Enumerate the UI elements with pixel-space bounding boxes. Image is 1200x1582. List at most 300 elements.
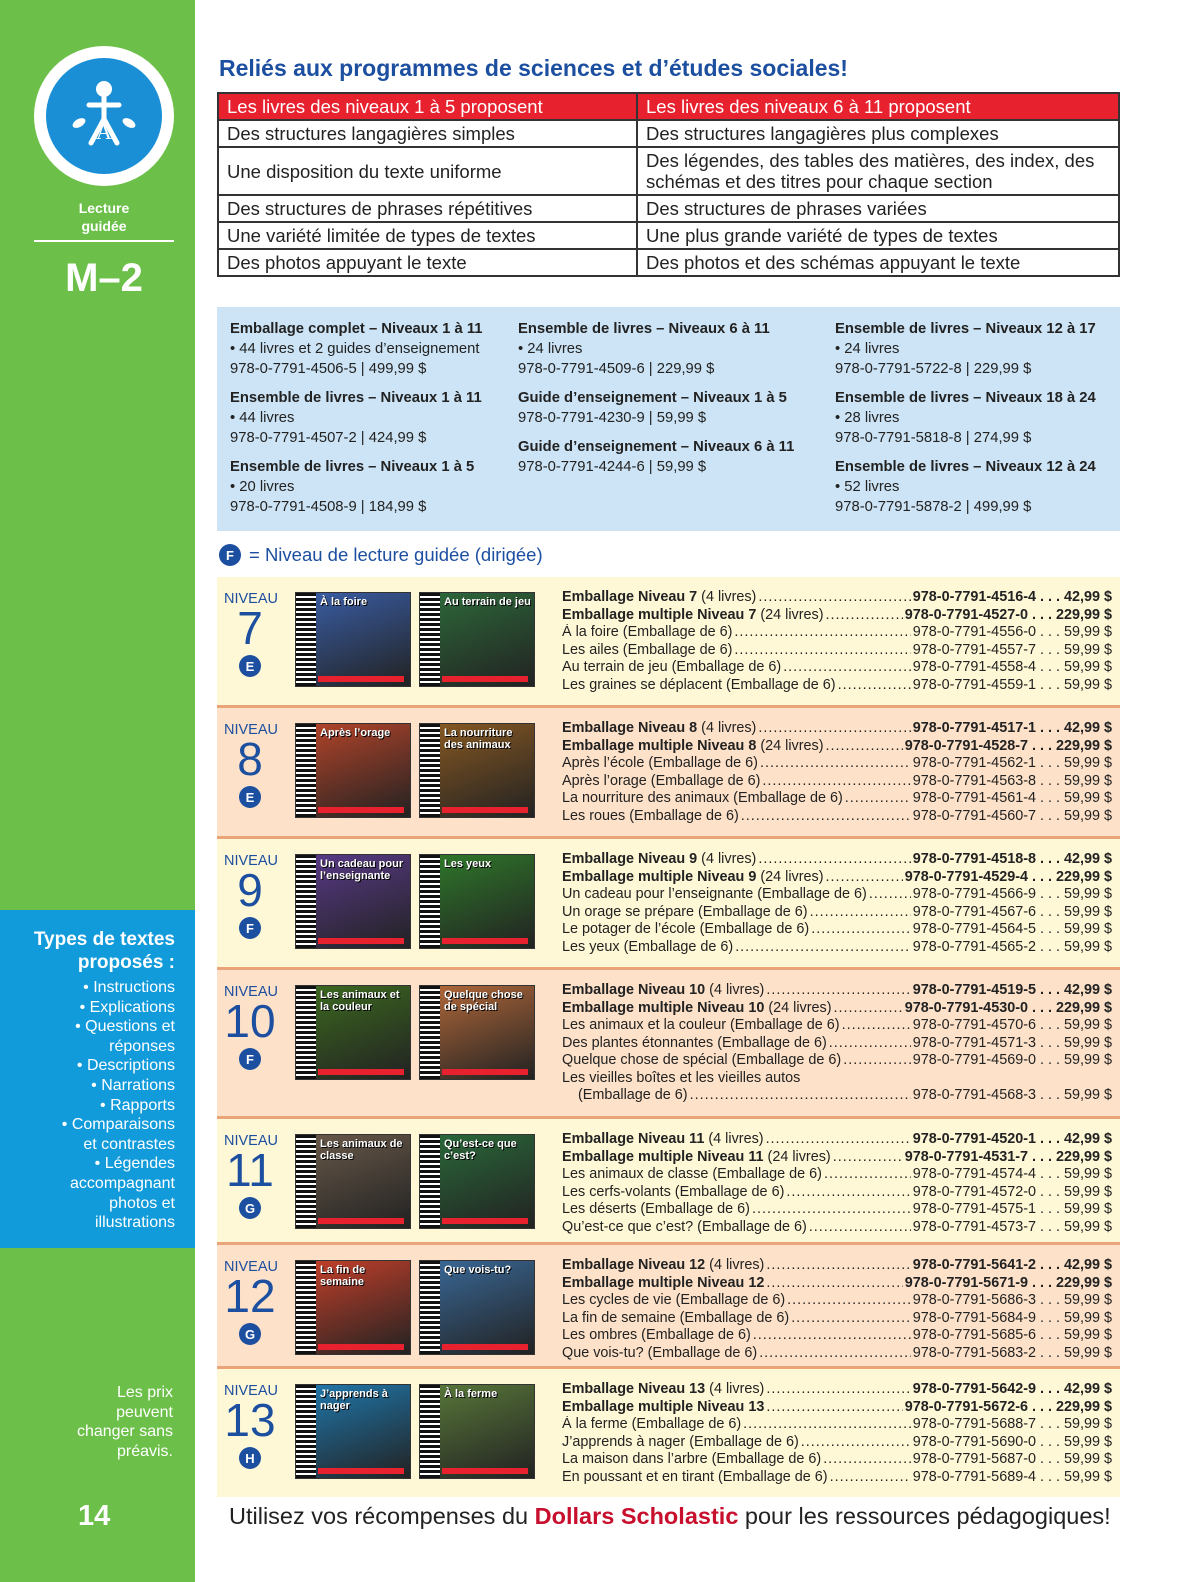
order-item-code: 978-0-7791-5722-8 | 229,99 $ — [835, 361, 1032, 377]
product-row — [562, 1184, 1112, 1202]
product-isbn-price: 978-0-7791-4571-3 . . . 59,99 $ — [912, 1034, 1112, 1051]
product-row — [562, 851, 1112, 869]
level-label: NIVEAU — [224, 984, 278, 1000]
product-row — [562, 1035, 1112, 1053]
book-spine — [296, 986, 316, 1079]
product-row — [562, 677, 1112, 695]
product-name: Les animaux de classe (Emballage de 6) — [562, 1166, 822, 1182]
product-name: Emballage multiple Niveau 13 — [562, 1398, 765, 1415]
reading-level-badge: G — [239, 1197, 261, 1219]
product-name: Emballage Niveau 10 (4 livres) — [562, 982, 765, 998]
leader-dots — [845, 790, 911, 808]
level-label: NIVEAU — [224, 853, 278, 869]
book-cover-title: Les animaux et la couleur — [320, 989, 400, 1013]
product-isbn-price: 978-0-7791-4575-1 . . . 59,99 $ — [912, 1201, 1112, 1217]
product-isbn-price: 978-0-7791-4563-8 . . . 59,99 $ — [912, 772, 1112, 789]
text-type-item: • Narrations — [91, 1076, 175, 1094]
product-isbn-price: 978-0-7791-4519-5 . . . 42,99 $ — [912, 982, 1112, 998]
leader-dots — [869, 886, 911, 904]
order-item — [518, 388, 823, 428]
text-type-item: illustrations — [94, 1214, 175, 1232]
leader-dots — [783, 659, 911, 677]
table-row — [218, 120, 1119, 147]
leader-dots — [833, 1149, 903, 1167]
leader-dots — [766, 1399, 902, 1417]
product-isbn-price: 978-0-7791-5672-6 . . . 229,99 $ — [904, 1398, 1112, 1415]
text-type-item: • Comparaisons — [61, 1116, 175, 1134]
footer-text: Utilisez vos récompenses du — [229, 1503, 535, 1529]
product-row — [562, 1257, 1112, 1275]
grade-code: M–2 — [65, 256, 143, 300]
order-item-code: 978-0-7791-4244-6 | 59,99 $ — [518, 459, 707, 475]
reading-level-badge: F — [239, 1048, 261, 1070]
product-list — [562, 1381, 1112, 1486]
book-cover-title: J’apprends à nager — [320, 1388, 388, 1412]
publisher-bar — [442, 1468, 528, 1474]
text-types-box — [0, 910, 195, 1248]
order-item-code: 978-0-7791-4230-9 | 59,99 $ — [518, 410, 707, 426]
product-list — [562, 1131, 1112, 1236]
leader-dots — [787, 1292, 911, 1310]
reading-level-badge: F — [239, 917, 261, 939]
order-item-code: 978-0-7791-4508-9 | 184,99 $ — [230, 499, 427, 515]
product-isbn-price: 978-0-7791-5671-9 . . . 229,99 $ — [904, 1274, 1112, 1291]
book-spine — [420, 986, 440, 1079]
table-row — [218, 222, 1119, 249]
leader-dots — [834, 1000, 903, 1018]
level-label: NIVEAU — [224, 591, 278, 607]
product-isbn-price: 978-0-7791-4558-4 . . . 59,99 $ — [912, 659, 1112, 675]
book-spine — [296, 724, 316, 817]
level-number: 7 — [237, 602, 263, 654]
product-name: Emballage Niveau 9 (4 livres) — [562, 851, 757, 867]
product-isbn-price: 978-0-7791-4518-8 . . . 42,99 $ — [912, 851, 1112, 867]
reading-level-legend — [219, 544, 543, 566]
publisher-bar — [318, 1344, 404, 1350]
product-row — [562, 1017, 1112, 1035]
level-section — [217, 577, 1120, 705]
publisher-bar — [318, 807, 404, 813]
order-item-code: 978-0-7791-5818-8 | 274,99 $ — [835, 430, 1032, 446]
product-isbn-price: 978-0-7791-4527-0 . . . 229,99 $ — [904, 606, 1112, 623]
order-item — [835, 457, 1115, 517]
leader-dots — [786, 1184, 910, 1202]
product-name: (Emballage de 6) — [578, 1087, 688, 1103]
product-name: Emballage multiple Niveau 12 — [562, 1274, 765, 1291]
order-item-title: Emballage complet – Niveaux 1 à 11 — [230, 321, 483, 337]
product-isbn-price: 978-0-7791-5684-9 . . . 59,99 $ — [912, 1309, 1112, 1326]
level-label: NIVEAU — [224, 1133, 278, 1149]
order-item-title: Ensemble de livres – Niveaux 6 à 11 — [518, 321, 770, 337]
order-item-code: 978-0-7791-4506-5 | 499,99 $ — [230, 361, 427, 377]
page-heading: Reliés aux programmes de sciences et d’études sociales! — [219, 55, 848, 81]
reading-level-badge: H — [239, 1447, 261, 1469]
product-row — [562, 869, 1112, 887]
order-item — [230, 388, 510, 448]
product-name: Emballage Niveau 8 (4 livres) — [562, 720, 757, 736]
page-number: 14 — [78, 1500, 111, 1532]
book-spine — [420, 1261, 440, 1354]
level-label: NIVEAU — [224, 1383, 278, 1399]
product-row — [562, 1310, 1112, 1328]
product-isbn-price: 978-0-7791-4562-1 . . . 59,99 $ — [912, 755, 1112, 771]
table-cell: Une plus grande variété de types de textes — [637, 222, 1119, 249]
product-isbn-price: 978-0-7791-5687-0 . . . 59,99 $ — [912, 1451, 1112, 1467]
leader-dots — [809, 1219, 911, 1237]
table-cell: Des structures langagières plus complexes — [637, 120, 1119, 147]
product-list — [562, 720, 1112, 825]
book-cover — [295, 723, 411, 818]
book-spine — [296, 1135, 316, 1228]
leader-dots — [762, 773, 910, 791]
product-isbn-price: 978-0-7791-4569-0 . . . 59,99 $ — [912, 1052, 1112, 1068]
product-row — [562, 1052, 1112, 1070]
leader-dots — [766, 1275, 902, 1293]
product-isbn-price: 978-0-7791-5686-3 . . . 59,99 $ — [912, 1292, 1112, 1308]
footer-text: pour les ressources pédagogiques! — [738, 1503, 1111, 1529]
product-name: J’apprends à nager (Emballage de 6) — [562, 1433, 799, 1450]
product-isbn-price: 978-0-7791-4573-7 . . . 59,99 $ — [912, 1218, 1112, 1235]
order-column — [835, 319, 1115, 526]
product-row — [562, 1166, 1112, 1184]
level-number: 10 — [224, 995, 276, 1047]
text-type-item: accompagnant — [70, 1174, 175, 1192]
product-isbn-price: 978-0-7791-4566-9 . . . 59,99 $ — [912, 886, 1112, 902]
book-spine — [420, 855, 440, 948]
order-item-desc: • 24 livres — [835, 341, 900, 357]
product-isbn-price: 978-0-7791-4572-0 . . . 59,99 $ — [912, 1183, 1112, 1200]
table-cell: Des structures de phrases variées — [637, 195, 1119, 222]
text-type-item: et contrastes — [83, 1135, 175, 1153]
text-type-item: photos et — [109, 1194, 175, 1212]
publisher-bar — [318, 676, 404, 682]
leader-dots — [734, 624, 910, 642]
product-row — [562, 904, 1112, 922]
book-cover — [295, 1260, 411, 1355]
order-item-code: 978-0-7791-4507-2 | 424,99 $ — [230, 430, 427, 446]
level-section — [217, 1369, 1120, 1497]
product-list — [562, 851, 1112, 956]
product-name: Les ombres (Emballage de 6) — [562, 1327, 751, 1343]
level-number: 9 — [237, 864, 263, 916]
level-section — [217, 708, 1120, 836]
product-name: Emballage Niveau 7 (4 livres) — [562, 589, 757, 605]
leader-dots — [743, 1416, 911, 1434]
book-cover-title: Les yeux — [444, 858, 492, 870]
product-row — [562, 642, 1112, 660]
product-isbn-price: 978-0-7791-4531-7 . . . 229,99 $ — [904, 1148, 1112, 1165]
product-row — [562, 607, 1112, 625]
table-header-row — [218, 93, 1119, 120]
book-cover — [295, 1384, 411, 1479]
level-badge-icon: F — [219, 544, 241, 566]
product-isbn-price: 978-0-7791-4559-1 . . . 59,99 $ — [912, 676, 1112, 693]
product-row — [562, 624, 1112, 642]
product-row — [562, 720, 1112, 738]
publisher-bar — [442, 1218, 528, 1224]
product-row — [562, 1131, 1112, 1149]
product-name: Les ailes (Emballage de 6) — [562, 641, 733, 658]
leader-dots — [823, 1451, 911, 1469]
order-item-title: Guide d’enseignement – Niveaux 1 à 5 — [518, 390, 787, 406]
level-number: 11 — [226, 1144, 274, 1196]
leader-dots — [752, 1201, 911, 1219]
product-name: Que vois-tu? (Emballage de 6) — [562, 1344, 758, 1361]
table-header-cell: Les livres des niveaux 6 à 11 proposent — [637, 93, 1119, 120]
table-header-cell: Les livres des niveaux 1 à 5 proposent — [218, 93, 637, 120]
leader-dots — [753, 1327, 911, 1345]
product-name: Au terrain de jeu (Emballage de 6) — [562, 659, 782, 675]
product-name: À la foire (Emballage de 6) — [562, 624, 733, 640]
sidebar-divider — [34, 240, 174, 242]
product-row — [562, 1399, 1112, 1417]
product-row — [562, 755, 1112, 773]
level-label: NIVEAU — [224, 722, 278, 738]
table-row — [218, 147, 1119, 195]
level-section — [217, 839, 1120, 967]
product-row — [562, 1219, 1112, 1237]
reading-level-badge: E — [239, 786, 261, 808]
reader-figure-icon — [59, 71, 149, 161]
product-name: Emballage Niveau 12 (4 livres) — [562, 1257, 765, 1273]
product-row — [562, 738, 1112, 756]
publisher-bar — [318, 938, 404, 944]
product-row — [562, 1469, 1112, 1487]
text-type-item: • Légendes — [94, 1155, 175, 1173]
book-cover-title: Que vois-tu? — [444, 1264, 512, 1276]
product-isbn-price: 978-0-7791-4557-7 . . . 59,99 $ — [912, 641, 1112, 658]
product-name: La nourriture des animaux (Emballage de 6) — [562, 790, 843, 806]
product-name: Emballage multiple Niveau 10 (24 livres) — [562, 999, 832, 1016]
guided-reading-label: Lecture guidée — [78, 200, 130, 234]
product-name: Les vieilles boîtes et les vieilles autos — [562, 1069, 801, 1086]
table-cell: Une disposition du texte uniforme — [218, 147, 637, 195]
level-number: 8 — [237, 733, 263, 785]
product-isbn-price: 978-0-7791-4529-4 . . . 229,99 $ — [904, 868, 1112, 885]
product-row — [562, 808, 1112, 826]
book-cover-title: La nourriture des animaux — [444, 727, 513, 751]
product-name: Emballage multiple Niveau 9 (24 livres) — [562, 868, 824, 885]
product-name: Emballage Niveau 13 (4 livres) — [562, 1381, 765, 1397]
book-cover — [295, 1134, 411, 1229]
product-name: En poussant et en tirant (Emballage de 6) — [562, 1468, 828, 1485]
text-type-item: • Questions et — [75, 1018, 175, 1036]
text-type-item: • Instructions — [83, 979, 175, 996]
leader-dots — [826, 869, 903, 887]
leader-dots — [811, 921, 911, 939]
leader-dots — [838, 677, 911, 695]
book-cover — [419, 1134, 535, 1229]
product-name: Le potager de l’école (Emballage de 6) — [562, 921, 810, 937]
book-cover-title: Après l’orage — [320, 727, 391, 739]
order-column — [518, 319, 823, 486]
product-isbn-price: 978-0-7791-5685-6 . . . 59,99 $ — [912, 1327, 1112, 1343]
product-row — [562, 1087, 1112, 1105]
product-row — [562, 939, 1112, 957]
book-cover — [419, 985, 535, 1080]
product-isbn-price: 978-0-7791-4570-6 . . . 59,99 $ — [912, 1017, 1112, 1033]
price-disclaimer: Les prix peuvent changer sans préavis. — [76, 1384, 173, 1460]
leader-dots — [741, 808, 911, 826]
product-name: Les cycles de vie (Emballage de 6) — [562, 1292, 786, 1308]
product-row — [562, 659, 1112, 677]
book-cover-title: Au terrain de jeu — [444, 596, 531, 608]
table-cell: Des photos appuyant le texte — [218, 249, 637, 276]
product-name: Qu’est-ce que c’est? (Emballage de 6) — [562, 1218, 807, 1235]
leader-dots — [810, 904, 911, 922]
product-row — [562, 1149, 1112, 1167]
order-item-title: Guide d’enseignement – Niveaux 6 à 11 — [518, 439, 795, 455]
order-item-title: Ensemble de livres – Niveaux 18 à 24 — [835, 390, 1096, 406]
book-cover-title: Un cadeau pour l’enseignante — [320, 858, 404, 882]
leader-dots — [824, 1166, 911, 1184]
product-name: Emballage Niveau 11 (4 livres) — [562, 1131, 764, 1147]
text-type-item: réponses — [109, 1037, 175, 1055]
product-row — [562, 1275, 1112, 1293]
product-isbn-price: 978-0-7791-4565-2 . . . 59,99 $ — [912, 938, 1112, 955]
product-isbn-price: 978-0-7791-4530-0 . . . 229,99 $ — [904, 999, 1112, 1016]
order-packages-box — [217, 307, 1120, 531]
book-spine — [296, 1385, 316, 1478]
order-column — [230, 319, 510, 526]
table-row — [218, 249, 1119, 276]
product-name: La fin de semaine (Emballage de 6) — [562, 1309, 790, 1326]
level-number: 12 — [224, 1270, 276, 1322]
leader-dots — [826, 607, 903, 625]
book-cover — [295, 854, 411, 949]
order-item-title: Ensemble de livres – Niveaux 1 à 5 — [230, 459, 475, 475]
table-cell: Des légendes, des tables des matières, des index, des schémas et des titres pour chaque section — [637, 147, 1119, 195]
product-name: Les graines se déplacent (Emballage de 6) — [562, 676, 836, 693]
order-item — [518, 437, 823, 477]
product-isbn-price: 978-0-7791-4560-7 . . . 59,99 $ — [912, 807, 1112, 824]
product-row — [562, 982, 1112, 1000]
order-item-desc: • 44 livres — [230, 410, 295, 426]
product-row — [562, 589, 1112, 607]
book-cover-title: Qu’est-ce que c’est? — [444, 1138, 517, 1162]
product-row — [562, 1327, 1112, 1345]
product-isbn-price: 978-0-7791-4528-7 . . . 229,99 $ — [904, 737, 1112, 754]
product-name: Les roues (Emballage de 6) — [562, 807, 739, 824]
product-name: La maison dans l’arbre (Emballage de 6) — [562, 1451, 822, 1467]
product-name: Après l’orage (Emballage de 6) — [562, 772, 761, 789]
book-spine — [296, 593, 316, 686]
table-row — [218, 195, 1119, 222]
product-row — [562, 886, 1112, 904]
text-type-item: • Explications — [79, 998, 175, 1016]
book-cover — [419, 723, 535, 818]
product-isbn-price: 978-0-7791-5641-2 . . . 42,99 $ — [912, 1257, 1112, 1273]
leader-dots — [735, 939, 911, 957]
book-spine — [296, 1261, 316, 1354]
order-item-desc: • 20 livres — [230, 479, 295, 495]
book-spine — [420, 593, 440, 686]
product-row — [562, 1292, 1112, 1310]
product-isbn-price: 978-0-7791-4517-1 . . . 42,99 $ — [912, 720, 1112, 736]
leader-dots — [843, 1052, 911, 1070]
product-name: Quelque chose de spécial (Emballage de 6) — [562, 1052, 842, 1068]
reading-level-badge: G — [239, 1323, 261, 1345]
product-name: Les animaux et la couleur (Emballage de 6) — [562, 1017, 840, 1033]
level-section — [217, 970, 1120, 1116]
product-isbn-price: 978-0-7791-5683-2 . . . 59,99 $ — [912, 1344, 1112, 1361]
product-isbn-price: 978-0-7791-4556-0 . . . 59,99 $ — [912, 624, 1112, 640]
product-isbn-price: 978-0-7791-4567-6 . . . 59,99 $ — [912, 903, 1112, 920]
order-item — [230, 457, 510, 517]
product-row — [562, 1345, 1112, 1363]
publisher-bar — [442, 938, 528, 944]
product-isbn-price: 978-0-7791-5689-4 . . . 59,99 $ — [912, 1468, 1112, 1485]
book-cover-title: Les animaux de classe — [320, 1138, 403, 1162]
book-cover — [295, 592, 411, 687]
leader-dots — [826, 738, 903, 756]
book-spine — [420, 1385, 440, 1478]
book-spine — [420, 1135, 440, 1228]
level-section — [217, 1119, 1120, 1242]
product-list — [562, 589, 1112, 694]
leader-dots — [766, 1257, 910, 1275]
book-cover — [419, 854, 535, 949]
book-cover — [419, 592, 535, 687]
order-item — [230, 319, 510, 379]
product-row — [562, 773, 1112, 791]
product-isbn-price: 978-0-7791-5642-9 . . . 42,99 $ — [912, 1381, 1112, 1397]
product-isbn-price: 978-0-7791-4574-4 . . . 59,99 $ — [912, 1166, 1112, 1182]
footer-brand: Dollars Scholastic — [534, 1503, 739, 1529]
leader-dots — [758, 851, 910, 869]
order-item — [518, 319, 823, 379]
leader-dots — [766, 1131, 911, 1149]
legend-text: = Niveau de lecture guidée (dirigée) — [249, 544, 543, 565]
order-item-title: Ensemble de livres – Niveaux 12 à 24 — [835, 459, 1096, 475]
publisher-bar — [318, 1069, 404, 1075]
order-item — [835, 388, 1115, 448]
product-isbn-price: 978-0-7791-5690-0 . . . 59,99 $ — [912, 1433, 1112, 1450]
book-cover — [419, 1260, 535, 1355]
order-item-title: Ensemble de livres – Niveaux 1 à 11 — [230, 390, 482, 406]
order-item — [835, 319, 1115, 379]
product-name: À la ferme (Emballage de 6) — [562, 1416, 742, 1432]
product-isbn-price: 978-0-7791-5688-7 . . . 59,99 $ — [912, 1416, 1112, 1432]
order-item-desc: • 44 livres et 2 guides d’enseignement — [230, 341, 480, 357]
leader-dots — [801, 1434, 911, 1452]
publisher-bar — [442, 676, 528, 682]
product-isbn-price: 978-0-7791-4520-1 . . . 42,99 $ — [912, 1131, 1112, 1147]
leader-dots — [759, 1345, 911, 1363]
product-row — [562, 921, 1112, 939]
level-number: 13 — [224, 1394, 276, 1446]
order-item-desc: • 24 livres — [518, 341, 583, 357]
product-isbn-price: 978-0-7791-4568-3 . . . 59,99 $ — [912, 1087, 1112, 1103]
table-cell: Des photos et des schémas appuyant le texte — [637, 249, 1119, 276]
book-cover-title: La fin de semaine — [320, 1264, 366, 1288]
book-cover-title: Quelque chose de spécial — [444, 989, 523, 1013]
product-row — [562, 1000, 1112, 1018]
book-cover-title: À la foire — [320, 596, 368, 608]
product-list — [562, 1257, 1112, 1362]
leader-dots — [734, 642, 910, 660]
book-cover-title: À la ferme — [444, 1388, 498, 1400]
product-name: Les yeux (Emballage de 6) — [562, 938, 734, 955]
publisher-bar — [442, 807, 528, 813]
product-name: Des plantes étonnantes (Emballage de 6) — [562, 1034, 827, 1051]
product-name: Les cerfs-volants (Emballage de 6) — [562, 1183, 785, 1200]
table-cell: Une variété limitée de types de textes — [218, 222, 637, 249]
reading-level-badge: E — [239, 655, 261, 677]
product-name: Après l’école (Emballage de 6) — [562, 755, 758, 771]
product-isbn-price: 978-0-7791-4516-4 . . . 42,99 $ — [912, 589, 1112, 605]
product-row — [562, 1201, 1112, 1219]
